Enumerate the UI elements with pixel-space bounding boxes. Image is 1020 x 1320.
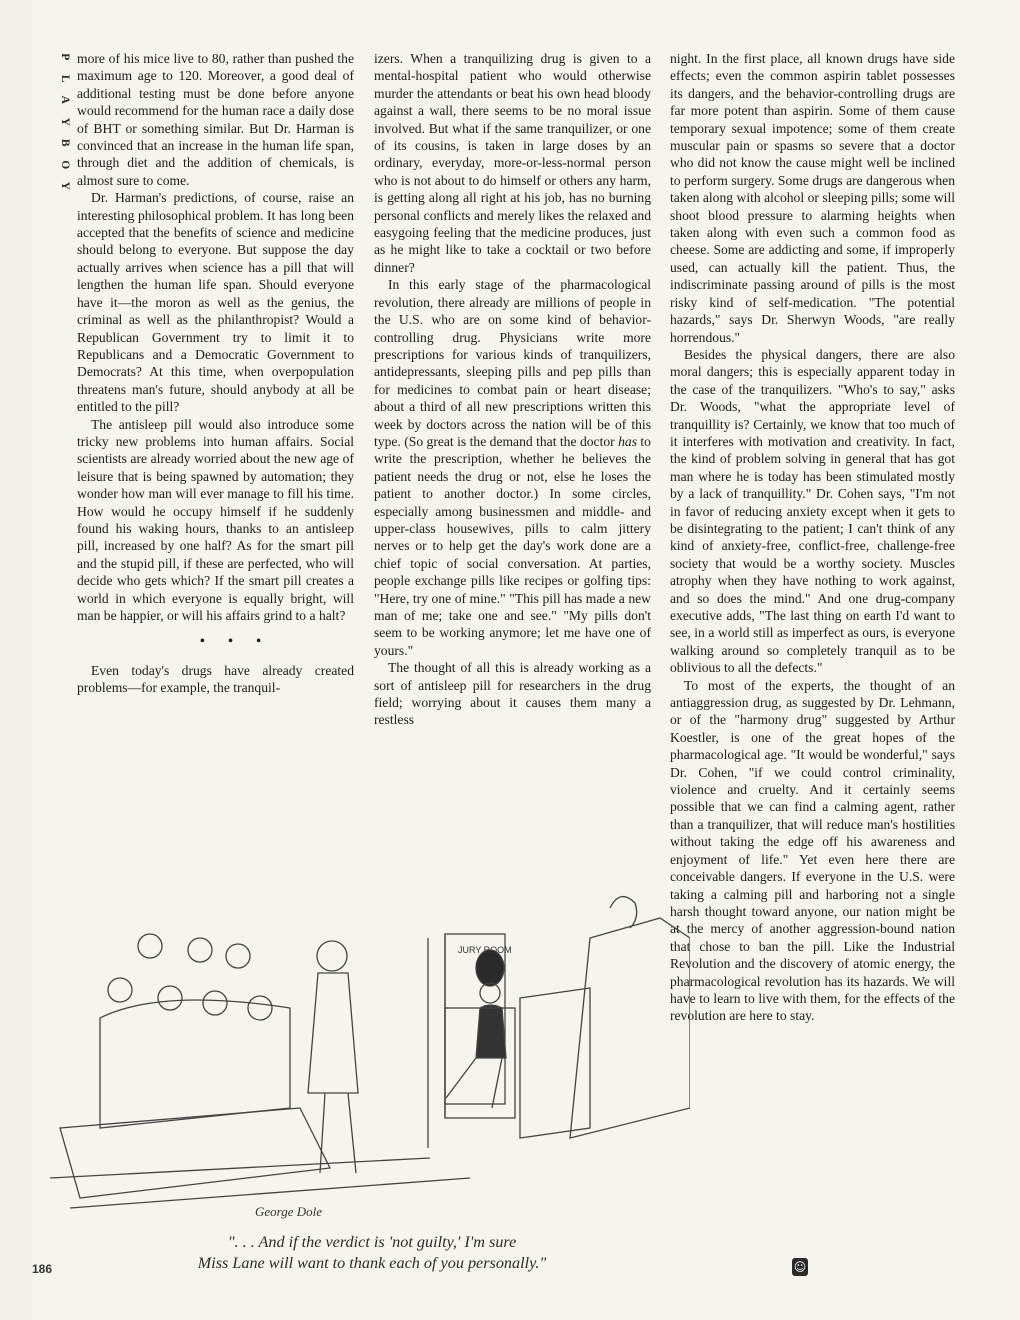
masthead-letter: Y [58, 117, 71, 126]
paragraph: Besides the physical dangers, there are also moral dangers; this is especially apparent today in the case of the tranquilizers. "Who's to say," asks Dr. Woods, "what the appropriate level of tranquillity is? Certainly, we know that too much of it interferes with motivation and creativity. In fact, the kind of problem solving in general that has got man where he is today has been stimulated mostly by a lack of tranquillity." Dr. Cohen says, "I'm not in favor of reducing anxiety except when it gets to be disintegrating to the patient; I can't think of any kind of anxiety-free, conflict-free, challenge-free society that would be a worthy society. Muscles atrophy when they have nothing to work against, and so does the mind." And one drug-company executive adds, "The last thing on earth I'd want to see, in a world still as imperfect as ours, is everyone walking around so completely tranquil as to be oblivious to all the defects." [670, 346, 955, 676]
paragraph: more of his mice live to 80, rather than pushed the maximum age to 120. Moreover, a good deal of additional testing must be done before anyone would recommend for the human race a daily dose of BHT or something similar. But Dr. Harman is convinced that an increase in the human life span, through diet and the addition of chemicals, is almost sure to come. [77, 51, 354, 188]
juror-head [248, 996, 272, 1020]
paragraph: Even today's drugs have already created problems—for example, the tranquil- [77, 662, 354, 696]
masthead-letter: P [58, 53, 71, 61]
paragraph [374, 276, 651, 659]
caption-line: Miss Lane will want to thank each of you personally." [197, 1254, 547, 1272]
magazine-page [32, 0, 1020, 1320]
paragraph-text: to write the prescription, whether he believes the patient needs the drug or not, else he loses the patient to another doctor.) In some circles, especially among businessmen and middle- and upper-class housewives, pills to calm jittery nerves or to help get the day's work done are a chief topic of social conversation. At parties, people exchange pills like recipes or golfing tips: "Here, try one of mine." "This pill has made a new man of me; take one and see." "My pills don't seem to be working anymore; let me have one of yours." [374, 433, 651, 658]
lawyer-head [317, 941, 347, 971]
playboy-masthead [52, 46, 71, 197]
article-column-2 [374, 50, 651, 729]
woman-dress [476, 1005, 506, 1058]
lawyer-body [308, 973, 358, 1093]
judge-figure [610, 897, 637, 928]
page-number: 186 [32, 1262, 53, 1276]
section-separator: • • • [199, 633, 272, 649]
article-column-1 [77, 50, 354, 697]
masthead-letter: B [58, 138, 71, 147]
paragraph-text: In this early stage of the pharmacological revolution, there already are millions of people in the U.S. who are on some kind of behavior-controlling drug. Physicians write more prescriptions for various kinds of tranquilizers, antidepressants, sleeping pills and pep pills than for medicines to combat pain or heart disease; about a third of all new prescriptions written this week by doctors across the nation will be of this type. (So great is the demand that the doctor [374, 277, 651, 449]
masthead-letter: A [58, 95, 71, 104]
juror-head [188, 938, 212, 962]
paragraph: The thought of all this is already working as a sort of antisleep pill for researchers in the drug field; worrying about it causes them many a restless [374, 660, 651, 728]
caption-line: ". . . And if the verdict is 'not guilty,' I'm sure [227, 1233, 517, 1251]
masthead-letter: Y [58, 181, 71, 190]
paragraph: The antisleep pill would also introduce some tricky new problems into human affairs. Social scientists are already worried about the new age of leisure that is being spawned by automation; they wonder how man will ever manage to fill his time. How would he occupy himself if he suddenly found his waking hours, thanks to an antisleep pill, increased by one half? As for the smart pill and the stupid pill, if these are perfected, who will decide who gets which? If the smart pill creates a world in which everyone is equally bright, will man be happier, or will his affairs grind to a halt? [77, 416, 354, 623]
courtroom-cartoon [50, 878, 690, 1230]
emphasis-text: has [618, 433, 637, 449]
paragraph: Dr. Harman's predictions, of course, raise an interesting philosophical problem. It has long been accepted that the benefits of science and medicine should belong to everyone. But suppose the day actually arrives when science has a pill that will lengthen the human life span. Should everyone have it—the moron as well as the genius, the criminal as well as the philanthropist? Would a Republican Government try to limit it to Republicans and a Democratic Government to Democrats? At this time, when overpopulation threatens man's future, should anybody at all be entitled to the pill? [77, 190, 354, 415]
article-column-3 [670, 50, 955, 1025]
juror-head [108, 978, 132, 1002]
paragraph: night. In the first place, all known drugs have side effects; even the common aspirin tablet possesses its dangers, and the behavior-controlling drugs are far more potent than aspirin. Some of them cause temporary sexual impotence; some of them create muscular pain or spasms so severe that a doctor who did not know the cause might well be inclined to perform surgery. Some drugs are dangerous when taken along with alcohol or sleeping pills; some will shoot blood pressure to alarming heights when taken along with even such a common food as cheese. Some are addicting and some, if improperly used, can actually kill the patient. Thus, the indiscriminate passing around of pills is the most risky kind of self-medication. "The potential hazards," says Dr. Sherwyn Woods, "are really horrendous." [670, 51, 955, 345]
masthead-letter: L [58, 74, 71, 83]
witness-stand [520, 988, 590, 1138]
jury-room-sign: JURY ROOM [458, 945, 512, 955]
juror-head [226, 944, 250, 968]
juror-head [138, 934, 162, 958]
masthead-letter: O [58, 159, 71, 169]
artist-signature: George Dole [255, 1204, 323, 1219]
juror-head [203, 991, 227, 1015]
woman-hair [476, 950, 504, 986]
cartoon-caption [92, 1232, 652, 1274]
juror-head [158, 986, 182, 1010]
paragraph: izers. When a tranquilizing drug is given to a mental-hospital patient who would otherwise murder the attendants or beat his own head bloody against a wall, there seems to be no moral issue involved. But what if the same tranquilizer, or one of its cousins, is taken in large doses by an ordinary, everyday, more-or-less-normal person who is not about to do himself or others any harm, is getting along all right at his job, has no burning personal conflicts and merely likes the relaxed and easygoing feeling that the medicine produces, just as he might like to take a cocktail or two before dinner? [374, 51, 651, 275]
paragraph: To most of the experts, the thought of an antiaggression drug, as suggested by Dr. Lehmann, or of the "harmony drug" suggested by Arthur Koestler, is one of the great hopes of the pharmacological age. "It would be wonderful," says Dr. Cohen, "if we could control criminality, violence and cruelty. And it certainly seems possible that we can find a calming agent, rather than a tranquilizer, that will reduce man's hostilities without taking the edge off his awareness and enjoyment of life." Yet even here there are conceivable dangers. If everyone in the U.S. were taking a calming pill and harboring not a single harsh thought toward anyone, our nation might be at the mercy of another aggression-bound nation that chose to ban the pill. Like the Industrial Revolution and the discovery of atomic energy, the pharmacological revolution has its hazards. We will have to learn to live with them, for the effects of the revolution are here to stay. [670, 677, 955, 1024]
rabbit-end-mark-icon: ☺ [793, 1260, 807, 1274]
judge-bench [570, 918, 690, 1138]
